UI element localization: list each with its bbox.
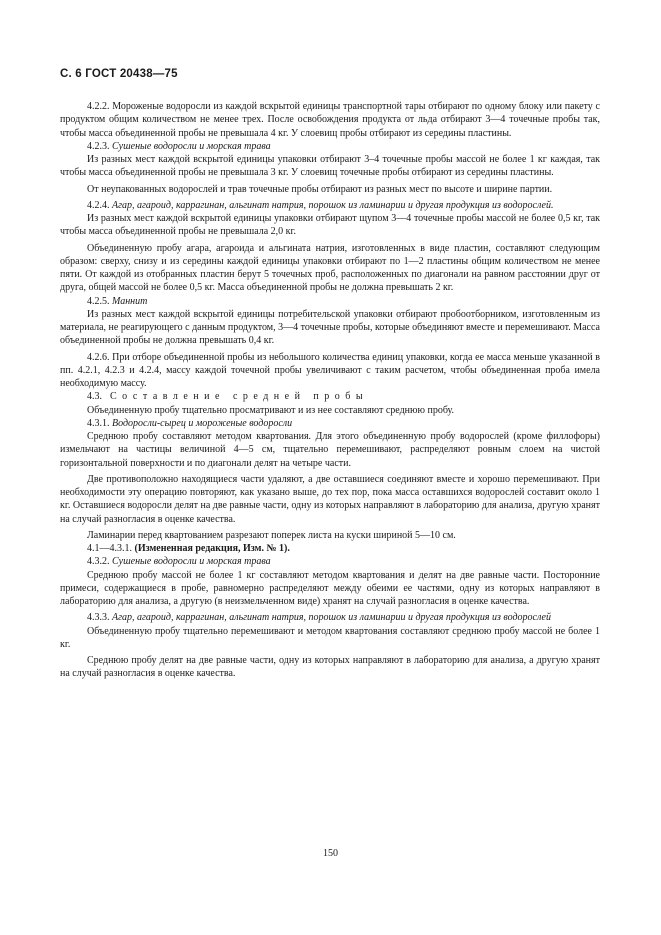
heading-4-3-2 [60,555,600,568]
paragraph: Из разных мест каждой вскрытой единицы упаковки отбирают 3–4 точечные пробы массой не более 1 кг каждая, так чтобы масса объединенной пробы не превышала 3 кг. У слоевищ точечные пробы отбирают из середины пластины. [60,154,600,179]
paragraph: Среднюю пробу составляют методом квартования. Для этого объединенную пробу водорослей (кроме филлофоры) измельчают на частицы величиной 4—5 см, тщательно перемешивают, распределяют ровным слоем на чистой горизонтальной поверхности и по диагонали делят на четыре части. [60,431,600,469]
heading-4-3 [60,390,600,403]
paragraph: Среднюю пробу массой не более 1 кг составляют методом квартования и делят на две равные части. Посторонние примеси, содержащиеся в пробе, равномерно распределяют между обеими ее частями, одну из которых направляют в лабораторию для анализа, а другую (в неизмельченном виде) хранят на случай разногласия в оценке качества. [60,569,600,607]
clause-number: 4.2.3. [87,140,110,152]
page-number: 150 [323,848,338,859]
clause-title: Агар, агароид, каррагинан, альгинат натрия, порошок из ламинарии и другая продукция из водорослей. [109,199,554,211]
paragraph: Среднюю пробу делят на две равные части, одну из которых направляют в лабораторию для анализа, а другую хранят на случай разногласия в оценке качества. [60,655,600,680]
paragraph: Объединенную пробу тщательно просматривают и из нее составляют среднюю пробу. [87,404,455,416]
paragraph-4-2-2 [60,100,600,140]
clause-number: 4.3.2. [87,556,110,568]
clause-number: 4.3. [87,391,102,403]
clause-title: Маннит [109,295,148,307]
amendment-label: (Измененная редакция, Изм. № 1). [132,543,290,554]
clause-title: Водоросли-сырец и мороженые водоросли [109,417,293,429]
paragraph: Ламинарии перед квартованием разрезают поперек листа на куски шириной 5—10 см. [87,529,456,541]
paragraph: Объединенную пробу тщательно перемешивают и методом квартования составляют среднюю пробу массой не более 1 кг. [60,625,600,650]
paragraph: Из разных мест каждой вскрытой единицы упаковки отбирают щупом 3—4 точечные пробы массой не более 0,5 кг, так чтобы масса объединенной пробы не превышала 2,0 кг. [60,213,600,238]
clause-number: 4.1—4.3.1. [87,543,132,554]
running-header: С. 6 ГОСТ 20438—75 [60,68,178,80]
heading-4-2-5 [60,295,600,308]
clause-number: 4.3.1. [87,417,110,429]
clause-number: 4.2.5. [87,295,110,307]
amendment-note [60,542,600,555]
clause-title: Агар, агароид, каррагинан, альгинат натрия, порошок из ламинарии и другая продукция из водорослей [109,612,551,624]
paragraph-4-2-6: 4.2.6. При отборе объединенной пробы из небольшого количества единиц упаковки, когда ее масса меньше указанной в пп. 4.2.1, 4.2.3 и 4.2.4, массу каждой точечной пробы увеличивают с таким расчетом, чтобы объединенная проба имела необходимую массу. [60,351,600,389]
heading-4-2-4 [60,199,600,212]
document-body [60,100,600,681]
paragraph: От неупакованных водорослей и трав точечные пробы отбирают из разных мест по высоте и ширине партии. [87,183,553,195]
section-title: Составление средней пробы [102,391,369,403]
paragraph-text: Мороженые водоросли из каждой вскрытой единицы транспортной тары отбирают по одному блоку или пакету с продуктом общим количеством не менее трех. После освобождения продукта от льда отбирают 3—4 точечные пробы так, чтобы масса объединенной пробы не превышала 4 кг. У слоевищ пробы отбирают из середины пластины. [60,101,600,139]
paragraph: Две противоположно находящиеся части удаляют, а две оставшиеся соединяют вместе и хорошо перемешивают. При необходимости эту операцию повторяют, как указано выше, до тех пор, пока масса оставшихся водорослей составит около 1 кг. Оставшиеся водоросли делят на две равные части, одну из которых направляют в лабораторию для анализа, другую хранят на случай разногласия в оценке качества. [60,473,600,525]
paragraph: Объединенную пробу агара, агароида и альгината натрия, изготовленных в виде пластин, составляют следующим образом: сверху, снизу и из середины каждой единицы упаковки отбирают по 1—2 пластины общим количеством не менее пяти. От каждой из отобранных пластин берут 5 точечных проб, расположенных по диагонали на равном расстоянии друг от друга, общей массой не более 0,5 кг. Масса объединенной пробы не должна превышать 2 кг. [60,242,600,294]
heading-4-3-1 [60,417,600,430]
paragraph: Из разных мест каждой вскрытой единицы потребительской упаковки отбирают пробоотборником, изготовленным из материала, не реагирующего с данным продуктом, 3—4 точечные пробы, которые объединяют вместе и перемешивают. Масса объединенной пробы не должна превышать 0,4 кг. [60,308,600,347]
clause-number: 4.2.4. [87,199,110,211]
clause-number: 4.2.2. [87,101,110,112]
clause-title: Сушеные водоросли и морская трава [109,140,271,152]
heading-4-3-3 [60,611,600,624]
clause-title: Сушеные водоросли и морская трава [109,556,271,568]
clause-number: 4.3.3. [87,612,110,624]
heading-4-2-3 [60,140,600,153]
